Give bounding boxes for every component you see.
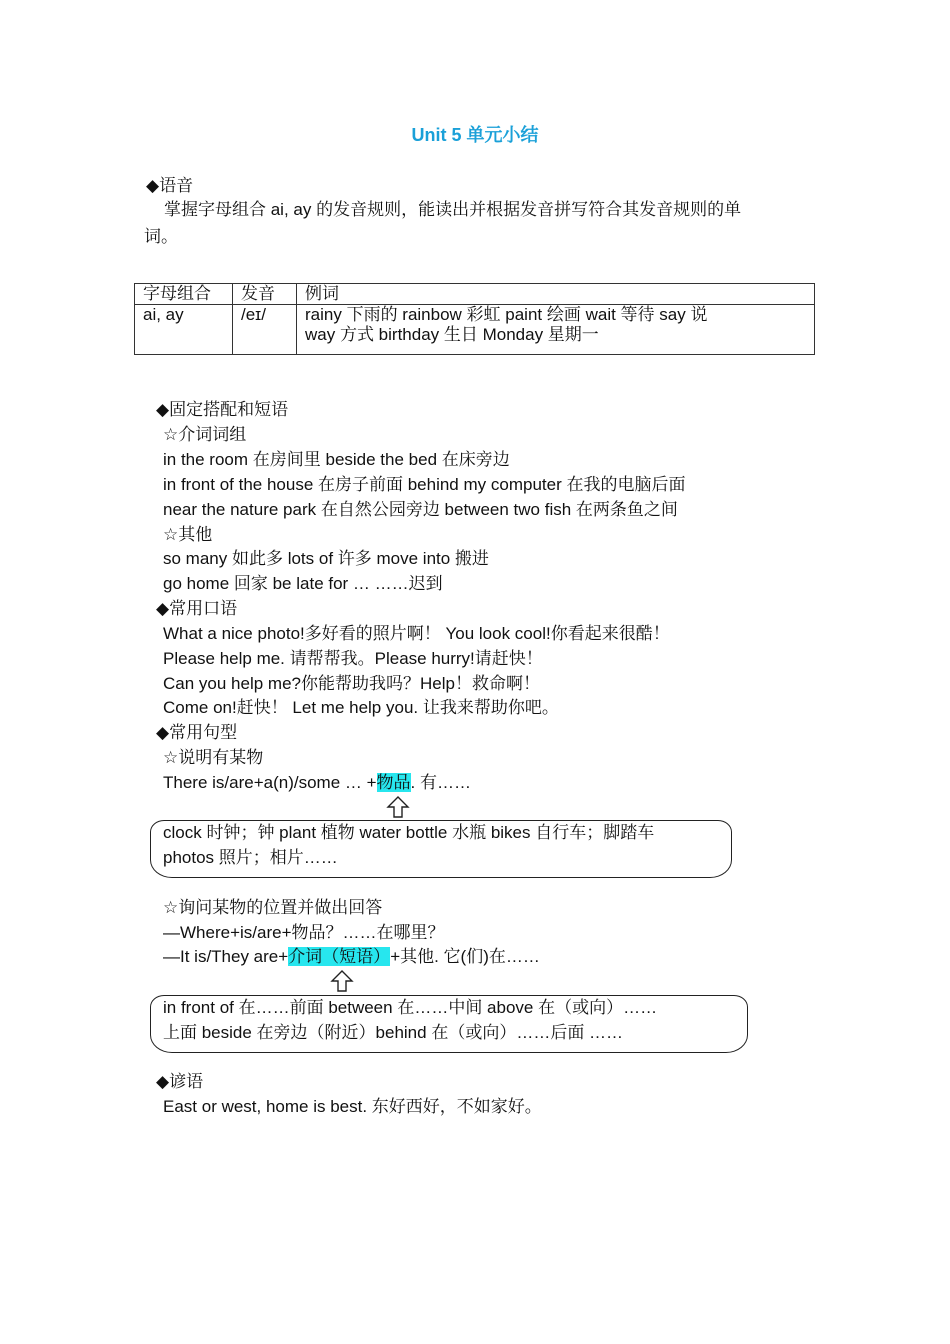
items-box-line1: clock 时钟；钟 plant 植物 water bottle 水瓶 bikes 自行车；脚踏车: [163, 823, 655, 842]
phrase-line: in front of the house 在房子前面 behind my computer 在我的电脑后面: [163, 475, 686, 494]
prepositions-box-line1: in front of 在……前面 between 在……中间 above 在（或向）……: [163, 998, 658, 1017]
items-box-line2: photos 照片；相片……: [163, 848, 338, 867]
pattern-there-is: [163, 772, 471, 794]
sentences-sub-location: ☆询问某物的位置并做出回答: [163, 898, 383, 917]
table-row: [135, 305, 815, 355]
answer-suffix: +其他. 它(们)在……: [390, 947, 540, 966]
oral-line: Can you help me?你能帮助我吗？Help！救命啊！: [163, 674, 540, 693]
pattern1-highlight: 物品: [376, 773, 411, 792]
table-cell-combo: ai, ay: [135, 305, 233, 355]
oral-line: What a nice photo!多好看的照片啊！ You look cool!你看起来很酷！: [163, 624, 670, 643]
oral-line: Come on!赶快！ Let me help you. 让我来帮助你吧。: [163, 698, 559, 717]
page-title: Unit 5 单元小结: [411, 125, 539, 145]
phrases-sub-prepositions: ☆介词词组: [163, 425, 247, 444]
table-cell-examples: [297, 305, 815, 355]
answer-prefix: —It is/They are+: [163, 947, 289, 966]
phonics-intro-line2: 词。: [144, 227, 178, 246]
answer-line: [163, 946, 540, 968]
pattern1-suffix: . 有……: [410, 773, 471, 792]
phrase-line: near the nature park 在自然公园旁边 between two fish 在两条鱼之间: [163, 500, 678, 519]
table-header-combo: 字母组合: [135, 284, 233, 305]
phrase-line: so many 如此多 lots of 许多 move into 搬进: [163, 549, 489, 568]
proverb-heading: ◆谚语: [156, 1072, 204, 1091]
phonics-heading: ◆语音: [146, 176, 194, 195]
question-line: —Where+is/are+物品？……在哪里？: [163, 923, 445, 942]
phonics-table: [134, 283, 815, 355]
prepositions-box: [150, 995, 748, 1053]
phrases-heading: ◆固定搭配和短语: [156, 400, 289, 419]
pattern1-prefix: There is/are+a(n)/some … +: [163, 773, 377, 792]
sentences-heading: ◆常用句型: [156, 723, 238, 742]
table-cell-sound: /eɪ/: [233, 305, 297, 355]
table-header-sound: 发音: [233, 284, 297, 305]
answer-highlight: 介词（短语）: [288, 947, 391, 966]
examples-line1: rainy 下雨的 rainbow 彩虹 paint 绘画 wait 等待 say 说: [305, 305, 708, 324]
up-arrow-icon: [330, 970, 354, 992]
sentences-sub-existence: ☆说明有某物: [163, 748, 264, 767]
table-header-row: [135, 284, 815, 305]
phrase-line: go home 回家 be late for … ……迟到: [163, 574, 443, 593]
phrase-line: in the room 在房间里 beside the bed 在床旁边: [163, 450, 510, 469]
table-header-examples: 例词: [297, 284, 815, 305]
items-box: [150, 820, 732, 878]
oral-line: Please help me. 请帮帮我。Please hurry!请赶快！: [163, 649, 543, 668]
proverb-line: East or west, home is best. 东好西好，不如家好。: [163, 1097, 542, 1116]
prepositions-box-line2: 上面 beside 在旁边（附近）behind 在（或向）……后面 ……: [163, 1023, 624, 1042]
up-arrow-icon: [386, 796, 410, 818]
examples-line2: way 方式 birthday 生日 Monday 星期一: [305, 325, 599, 344]
phrases-sub-other: ☆其他: [163, 525, 213, 544]
phonics-intro-line1: 掌握字母组合 ai, ay 的发音规则，能读出并根据发音拼写符合其发音规则的单: [164, 200, 742, 219]
oral-heading: ◆常用口语: [156, 599, 238, 618]
